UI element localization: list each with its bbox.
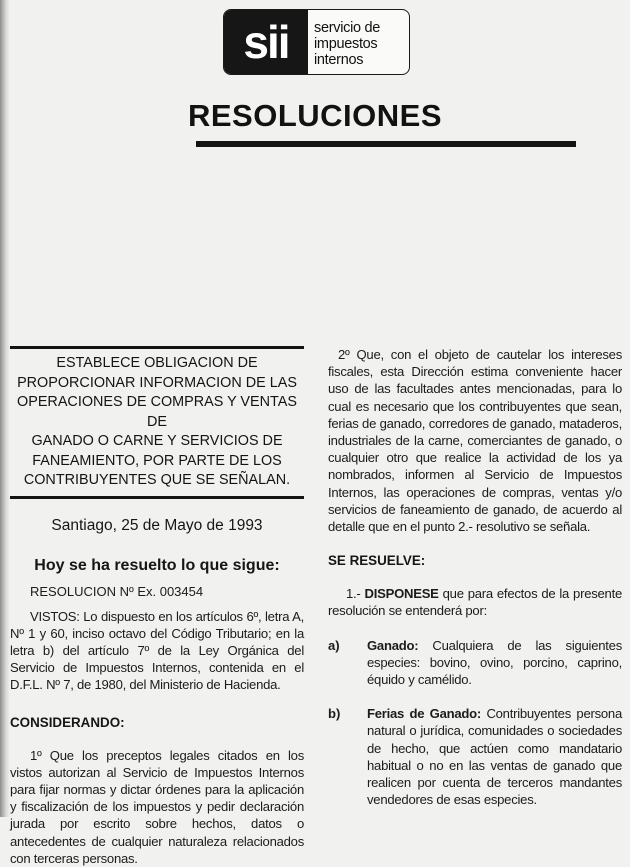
dispone-paragraph (328, 585, 622, 619)
definition-body: Contribuyentes persona natural o jurídica, comunidades o sociedades de hecho, que actúen como mandatario habitual o no en las ventas de ganado que realicen por cuenta de terceros mandantes vendedores de esas especies. (367, 706, 622, 808)
dispone-prefix: 1.- (346, 586, 365, 602)
heading-line: ESTABLECE OBLIGACION DE (56, 355, 258, 371)
dispone-text: que para efectos de la presente resolución se entenderá por: (328, 586, 623, 619)
logo-text (314, 20, 380, 68)
logo-line-1: servicio de (314, 20, 381, 36)
heading-line: FANEAMIENTO, POR PARTE DE LOS (32, 452, 282, 469)
definition-text (367, 705, 622, 808)
heading-line: PROPORCIONAR INFORMACION DE LAS (17, 374, 297, 391)
left-column (10, 346, 304, 867)
definition-body: Cualquiera de las siguientes especies: bovino, ovino, porcino, caprino, équido y camélido. (367, 637, 622, 688)
resolution-number: RESOLUCION Nº Ex. 003454 (30, 583, 204, 599)
dispone-keyword: DISPONESE (364, 586, 439, 602)
logo-mark: sii (224, 10, 308, 74)
vistos-paragraph: VISTOS: Lo dispuesto en los artículos 6º, letra A, Nº 1 y 60, inciso octavo del Código Tributario; en la letra b) del artículo 7º de la Ley Orgánica del Servicio de Impuestos Internos, contenida en el D.F.L. Nº 7, de 1980, del Ministerio de Hacienda. (10, 608, 304, 693)
title-rule (196, 141, 576, 147)
considerando-2-paragraph: 2º Que, con el objeto de cautelar los intereses fiscales, esta Dirección estima conveniente hacer uso de las facultades antes mencionadas, para lo cual es necesario que los contribuyentes que sean, ferias de ganado, corredores de ganado, mataderos, industriales de la carne, comerciantes de ganado, o cualquier otro que realice la actividad de los ya nombrados, informen al Servicio de Impuestos Internos, las operaciones de compras, ventas y/o servicios de faneamiento de ganado, de acuerdo al detalle que en el punto 2.- resolutivo se señala. (328, 347, 622, 535)
resolution-heading (10, 354, 304, 491)
logo-line-2: impuestos (314, 36, 378, 52)
heading-line: GANADO O CARNE Y SERVICIOS DE (31, 433, 283, 449)
heading-line: CONTRIBUYENTES QUE SE SEÑALAN. (23, 472, 291, 488)
definition-letter: b) (328, 706, 341, 722)
definition-term: Ferias de Ganado: (367, 706, 482, 722)
sii-logo (223, 9, 410, 75)
heading-bottom-rule (10, 496, 304, 499)
considerando-label: CONSIDERANDO: (10, 714, 125, 730)
logo-line-3: internos (314, 52, 364, 68)
definition-term: Ganado: (367, 637, 419, 653)
resolved-line: Hoy se ha resuelto lo que sigue: (34, 556, 280, 574)
page-title: RESOLUCIONES (187, 98, 443, 133)
se-resuelve-label: SE RESUELVE: (328, 553, 426, 569)
heading-line: OPERACIONES DE COMPRAS Y VENTAS DE (17, 394, 297, 430)
definition-item (328, 637, 622, 689)
definition-text (367, 637, 622, 689)
definition-item (328, 705, 622, 808)
right-column (328, 346, 622, 808)
heading-top-rule (10, 346, 304, 349)
considerando-1-paragraph: 1º Que los preceptos legales citados en los vistos autorizan al Servicio de Impuestos Internos para fijar normas y dictar órdenes para la aplicación y fiscalización de los impuestos y pedir declaración jurada por escrito sobre hechos, datos o antecedentes de cualquier naturaleza relacionados con terceras personas. (10, 747, 304, 866)
definition-letter: a) (328, 637, 340, 653)
date-line: Santiago, 25 de Mayo de 1993 (51, 516, 263, 534)
